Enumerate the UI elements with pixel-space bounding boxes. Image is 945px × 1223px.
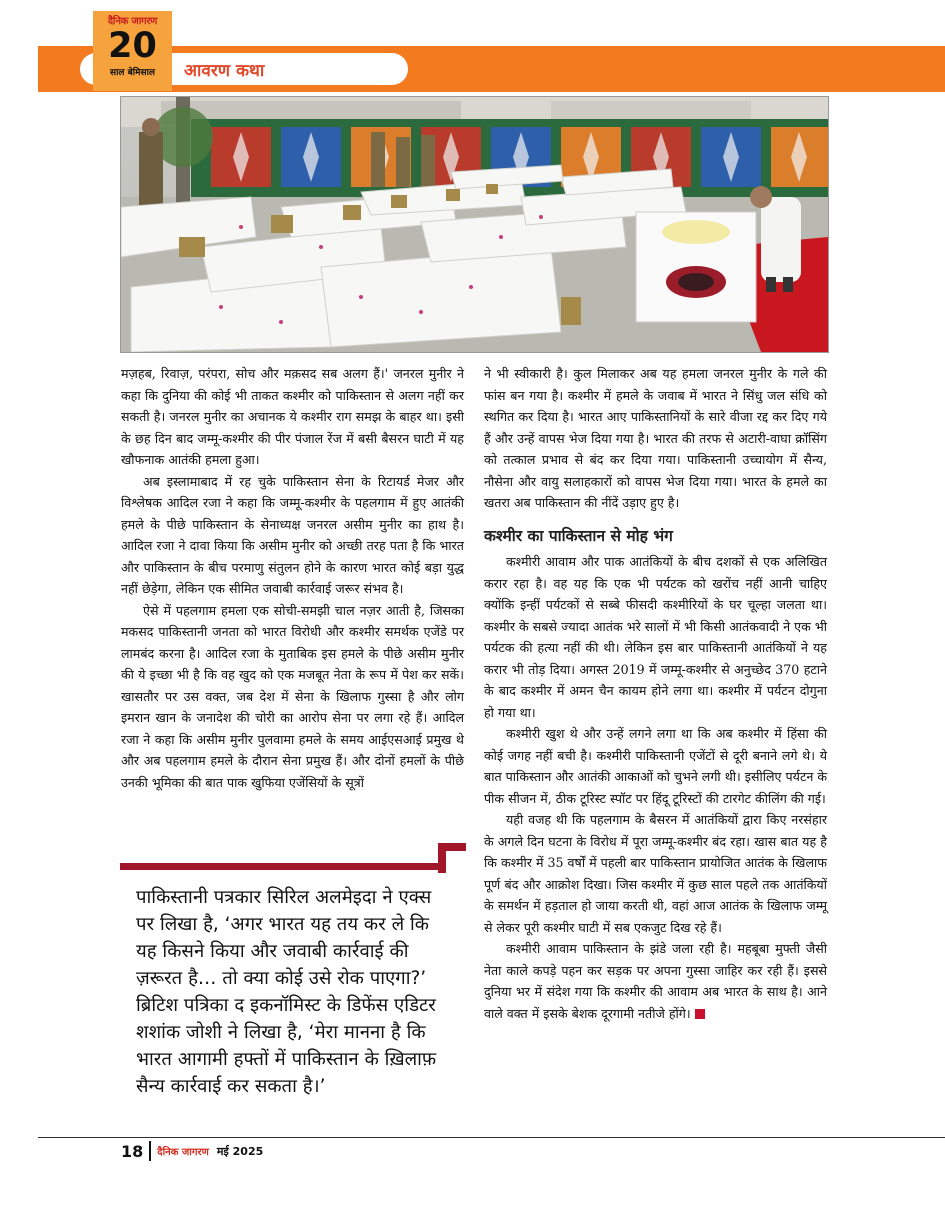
right-paragraph-2: कश्मीरी आवाम और पाक आतंकियों के बीच दशकों से एक अलिखित करार रहा है। वह यह कि एक भी पर्यटक को खरोंच नहीं आनी चाहिए क्योंकि इन्हीं पर्यटकों से सब्बे फीसदी कश्मीरियों के घर चूल्हा जलता था। कश्मीर के सबसे ज्यादा आतंक भरे सालों में भी किसी आतंकवादी ने एक भी पर्यटक की हत्या नहीं की थी। लेकिन इस बार पाकिस्तानी आतंकियों ने यह करार भी तोड़ दिया। अगस्त 2019 में जम्मू-कश्मीर से अनुच्छेद 370 हटाने के बाद कश्मीर में अमन चैन कायम होने लगा था। कश्मीर में पर्यटन दोगुना हो गया था।: [484, 554, 827, 720]
pull-quote-rule: [120, 863, 466, 870]
left-column: [121, 363, 464, 793]
issue-date: मई 2025: [216, 1144, 264, 1158]
right-paragraph-1: ने भी स्वीकारी है। कुल मिलाकर अब यह हमला जनरल मुनीर के गले की फांस बन गया है। कश्मीर में हमले के जवाब में भारत ने सिंधु जल संधि को स्थगित कर दिया है। भारत आए पाकिस्तानियों के सारे वीजा रद्द कर दिए गये हैं और उन्हें वापस भेज दिया गया है। भारत की तरफ से अटारी-वाघा क्रॉसिंग को तत्काल प्रभाव से बंद कर दिया गया। पाकिस्तानी उच्चायोग में सैन्य, नौसेना और वायु सलाहकारों को वापस भेज दिया गया। भारत के हमले का खतरा अब पाकिस्तान की नींदें उड़ाए हुए है।: [484, 366, 827, 510]
logo-tagline: साल बेमिसाल: [109, 68, 156, 78]
left-paragraph-1: मज़हब, रिवाज़, परंपरा, सोच और मक़सद सब अलग हैं।' जनरल मुनीर ने कहा कि दुनिया की कोई भी ताकत कश्मीर को पाकिस्तान से अलग नहीं कर सकती है। जनरल मुनीर का अचानक ये कश्मीर राग समझ के बाहर था। इसी के छह दिन बाद जम्मू-कश्मीर की पीर पंजाल रेंज में बसी बैसरन घाटी में यह खौफनाक आतंकी हमला हुआ।: [121, 366, 464, 467]
pull-quote-corner-inner: [446, 851, 466, 873]
left-paragraph-3: ऐसे में पहलगाम हमला एक सोची-समझी चाल नज़र आती है, जिसका मकसद पाकिस्तानी जनता को भारत विरोधी और कश्मीर समर्थक एजेंडे पर लामबंद करना है। आदिल रजा के मुताबिक इस हमले के पीछे असीम मुनीर की ये इच्छा भी है कि वह खुद को एक मजबूत नेता के रूप में पेश कर सकें। खासतौर पर उस वक्त, जब देश में सेना के खिलाफ गुस्सा है और लोग इमरान खान के जनादेश की चोरी का आरोप सेना पर लगा रहे हैं। आदिल रजा ने कहा कि असीम मुनीर पुलवामा हमले के समय आईएसआई प्रमुख थे और अब पहलगाम हमले के दौरान सेना प्रमुख हैं। और दोनों हमलों के पीछे उनकी भूमिका की बात पाक खुफिया एजेंसियों के सूत्रों: [121, 602, 464, 790]
right-paragraph-3: कश्मीरी खुश थे और उन्हें लगने लगा था कि अब कश्मीर में हिंसा की कोई जगह नहीं बची है। कश्मीरी पाकिस्तानी एजेंटों से दूरी बनाने लगे थे। ये बात पाकिस्तान और आतंकी आकाओं को चुभने लगी थी। इसीलिए पर्यटन के पीक सीजन में, ठीक टूरिस्ट स्पॉट पर हिंदू टूरिस्टों की टारगेट कीलिंग की गई।: [484, 726, 827, 806]
anniversary-logo: [93, 11, 172, 91]
end-mark-icon: [695, 1009, 705, 1019]
logo-brand: दैनिक जागरण: [107, 16, 158, 27]
right-column: [484, 363, 827, 1024]
logo-number: 20: [108, 26, 157, 66]
footer-divider: [149, 1141, 151, 1161]
subheading: कश्मीर का पाकिस्तान से मोह भंग: [484, 526, 673, 545]
footer-rule: [38, 1137, 945, 1138]
footer-logo: दैनिक जागरण: [157, 1147, 209, 1158]
cover-photo: [120, 96, 829, 353]
right-paragraph-4: यही वजह थी कि पहलगाम के बैसरन में आतंकियों द्वारा किए नरसंहार के अगले दिन घटना के विरोध में पूरा जम्मू-कश्मीर बंद रहा। खास बात यह है कि कश्मीर में 35 वर्षों में पहली बार पाकिस्तान प्रायोजित आतंक के खिलाफ पूर्ण बंद और आक्रोश दिखा। जिस कश्मीर में कुछ साल पहले तक आतंकियों के समर्थन में हड़ताल हो जाया करती थी, वहां आज आतंक के खिलाफ जम्मू से लेकर पूरी कश्मीर घाटी में सब एकजुट दिख रहे हैं।: [484, 812, 827, 935]
left-paragraph-2: अब इस्लामाबाद में रह चुके पाकिस्तान सेना के रिटायर्ड मेजर और विश्लेषक आदिल रजा ने कहा कि जम्मू-कश्मीर के पहलगाम में हुए आतंकी हमले के पीछे पाकिस्तान के सेनाध्यक्ष जनरल असीम मुनीर का हाथ है। आदिल रजा ने दावा किया कि असीम मुनीर को अच्छी तरह पता है कि भारत और पाकिस्तान के बीच परमाणु संतुलन होने के कारण भारत कोई बड़ा युद्ध नहीं छेड़ेगा, लेकिन एक सीमित जवाबी कार्रवाई जरूर संभव है।: [121, 473, 464, 596]
section-label: आवरण कथा: [184, 61, 265, 81]
page-number: 18: [121, 1141, 144, 1161]
pull-quote: पाकिस्तानी पत्रकार सिरिल अलमेइदा ने एक्स पर लिखा है, ‘अगर भारत यह तय कर ले कि यह किसने किया और जवाबी कार्रवाई की ज़रूरत है… तो क्या कोई उसे रोक पाएगा?’ ब्रिटिश पत्रिका द इकनॉमिस्ट के डिफेंस एडिटर शशांक जोशी ने लिखा है, ‘मेरा मानना है कि भारत आगामी हफ्तों में पाकिस्तान के ख़िलाफ़ सैन्य कार्रवाई कर सकता है।’: [136, 887, 437, 1097]
cover-photo-illustration: [121, 97, 828, 352]
footer: [121, 1141, 263, 1161]
right-paragraph-5: कश्मीरी आवाम पाकिस्तान के झंडे जला रही है। महबूबा मुफ्ती जैसी नेता काले कपड़े पहन कर सड़क पर अपना गुस्सा जाहिर कर रही हैं। इससे दुनिया भर में संदेश गया कि कश्मीर की आवाम अब भारत के साथ है। आने वाले वक्त में इसके बेशक दूरगामी नतीजे होंगे।: [484, 941, 827, 1021]
